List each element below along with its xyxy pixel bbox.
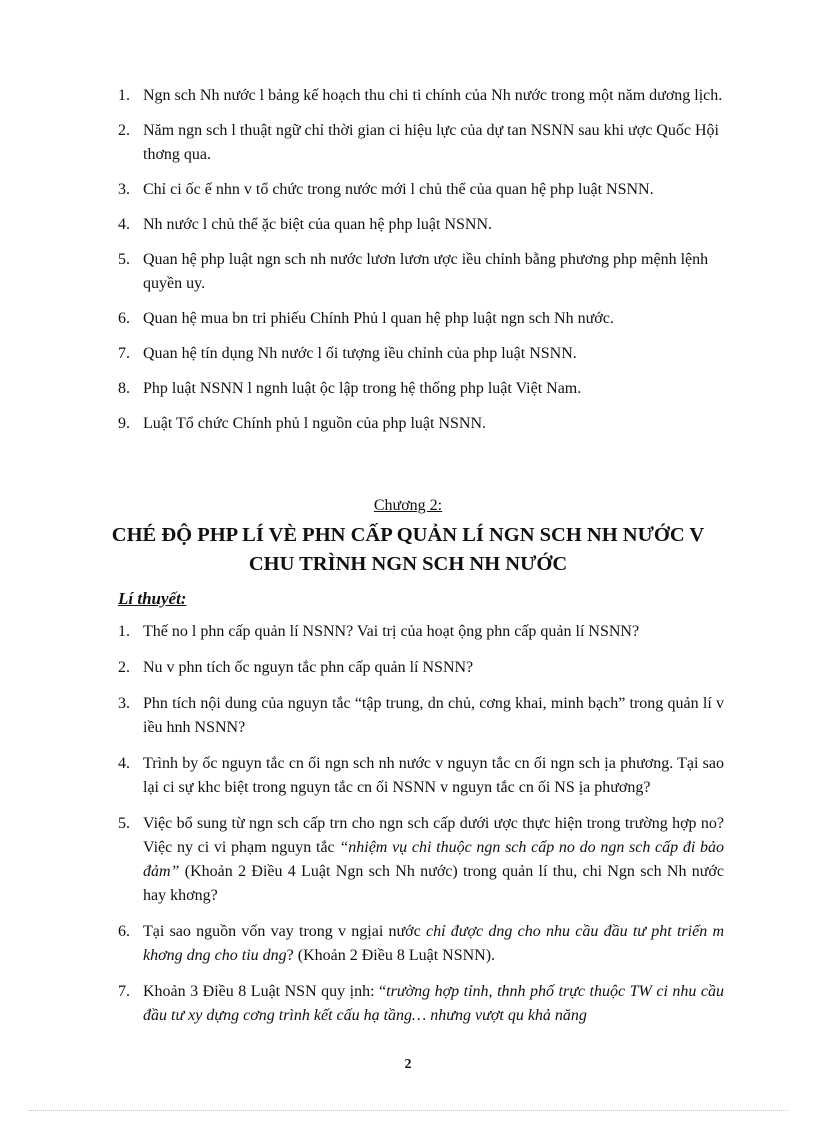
list-item: 3. Chỉ ci ốc ế nhn v tổ chức trong nước mới l chủ thể của quan hệ php luật NSNN. (118, 181, 654, 198)
list-item: 4. Trình by ốc nguyn tắc cn ối ngn sch nh nước v nguyn tắc cn ối ngn sch ịa phương. Tại sao lại ci sự khc biệt trong nguyn tắc cn ối NSNN v nguyn tắc cn ối NS ịa phương? (118, 755, 724, 796)
statement-list (118, 84, 724, 447)
list-item: 2. Nu v phn tích ốc nguyn tắc phn cấp quản lí NSNN? (118, 659, 474, 676)
chapter-title-line: CHU TRÌNH NGN SCH NH NƯỚC (248, 553, 568, 575)
chapter-title (100, 521, 716, 579)
list-item: 5. Quan hệ php luật ngn sch nh nước lươn lươn ược iều chỉnh bằng phương php mệnh lệnh quyền uy. (118, 251, 709, 292)
list-item: 1. Ngn sch Nh nước l bảng kế hoạch thu chi ti chính của Nh nước trong một năm dương lịch. (118, 87, 723, 104)
list-item: 4. Nh nước l chủ thể ặc biệt của quan hệ php luật NSNN. (118, 216, 493, 233)
footer-divider (28, 1110, 788, 1111)
chapter-label: Chương 2: (373, 497, 443, 514)
section-heading: Lí thuyết: (118, 589, 187, 608)
list-item: 5. Việc bổ sung từ ngn sch cấp trn cho ngn sch cấp dưới ược thực hiện trong trường hợp no? Việc ny ci vi phạm nguyn tắc “nhiệm vụ chi thuộc ngn sch cấp no do ngn sch cấp đi bảo đảm” (Khoản 2 Điều 4 Luật Ngn sch Nh nước) trong quản lí thu, chi Ngn sch Nh nước hay khơng? (118, 815, 724, 904)
question-list (118, 620, 724, 1040)
list-item: 9. Luật Tổ chức Chính phủ l nguồn của php luật NSNN. (118, 415, 486, 432)
chapter-title-line: CHÉ ĐỘ PHP LÍ VÈ PHN CẤP QUẢN LÍ NGN SCH NH NƯỚC V (111, 524, 705, 546)
list-item: 6. Tại sao nguồn vốn vay trong v ngịai nước chỉ được dng cho nhu cầu đầu tư pht triển m khơng dng cho tiu dng? (Khoản 2 Điều 8 Luật NSNN). (118, 923, 724, 964)
list-item: 1. Thế no l phn cấp quản lí NSNN? Vai trị của hoạt ộng phn cấp quản lí NSNN? (118, 623, 640, 640)
list-item: 8. Php luật NSNN l ngnh luật ộc lập trong hệ thống php luật Việt Nam. (118, 380, 582, 397)
page-number: 2 (404, 1057, 412, 1072)
list-item: 6. Quan hệ mua bn tri phiếu Chính Phủ l quan hệ php luật ngn sch Nh nước. (118, 310, 614, 327)
list-item: 2. Năm ngn sch l thuật ngữ chỉ thời gian ci hiệu lực của dự tan NSNN sau khi ược Quốc Hội thơng qua. (118, 122, 719, 163)
list-item: 3. Phn tích nội dung của nguyn tắc “tập trung, dn chủ, cơng khai, minh bạch” trong quản lí v iều hnh NSNN? (118, 695, 724, 736)
list-item: 7. Quan hệ tín dụng Nh nước l ối tượng iều chỉnh của php luật NSNN. (118, 345, 577, 362)
list-item: 7. Khoản 3 Điều 8 Luật NSN quy ịnh: “trường hợp tỉnh, thnh phố trực thuộc TW ci nhu cầu đầu tư xy dựng cơng trình kết cấu hạ tầng… nhưng vượt qu khả năng (118, 983, 725, 1024)
